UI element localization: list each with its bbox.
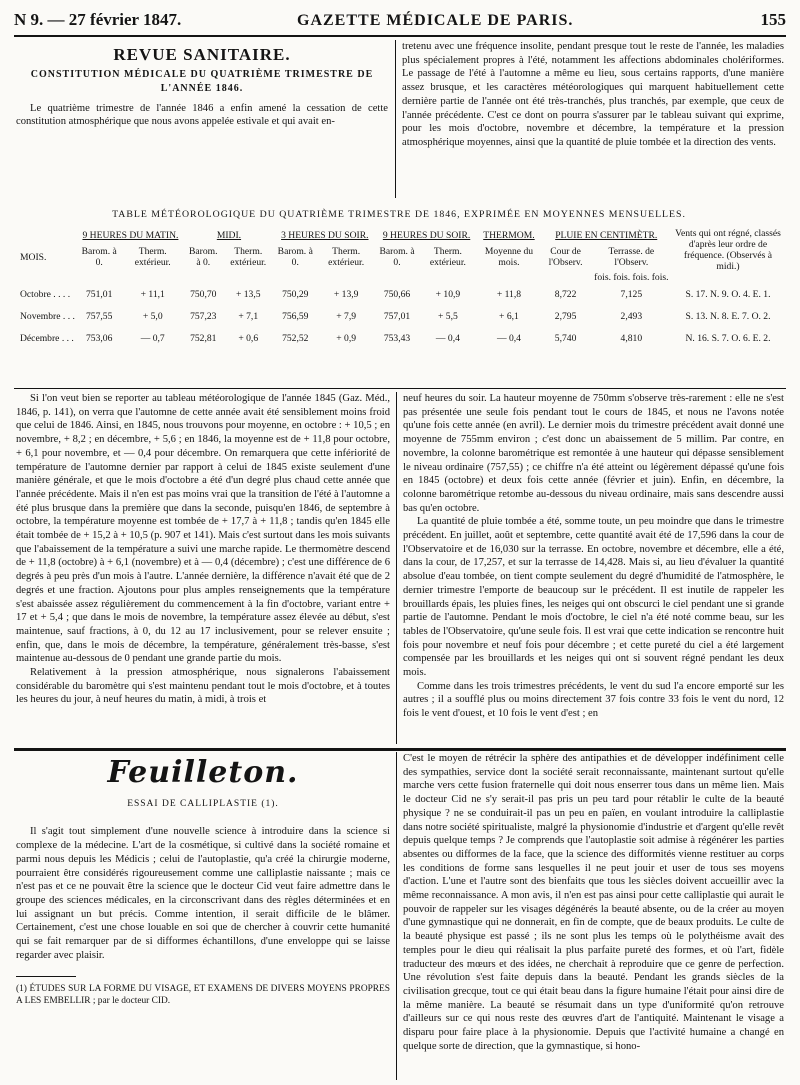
- footnote-rule: [16, 976, 76, 977]
- col-header: Barom. à 0.: [379, 246, 415, 269]
- table-bottom-rule: [14, 388, 786, 389]
- cell: — 0,7: [140, 332, 165, 344]
- cell: — 0,4: [496, 332, 521, 344]
- meteo-table: [18, 228, 784, 349]
- cell: 7,125: [620, 288, 643, 300]
- cell-month: Décembre . . .: [20, 332, 74, 344]
- col-header: Barom. à 0.: [189, 246, 218, 269]
- paragraph: Il s'agit tout simplement d'une nouvelle science à introduire dans la science si complexe de la médecine. L'art de la cosmétique, si cultivé dans la société romaine et parmi nous depuis les Médicis ; celui de l'autoplastie, qu'a créé la chirurgie moderne, pourraient être considérés rigoureusement comme une calliplastie naissante ; mais ce n'est pas et ce ne pouvait être la science que le docteur Cid veut faire admettre dans le groupe des sciences médicales, en la circonscrivant dans des règles déterminées et en lui assignant un but précis. Comme intention, il serait difficile de le blâmer. Certainement, c'est une chose louable en soi que de chercher à couvrir cette humanité qui se fait remarquer par de si difformes échantillons, d'une enveloppe qui se laisse regarder avec plaisir.: [16, 826, 390, 961]
- table-col-row: [18, 243, 784, 272]
- cell: + 7,1: [238, 310, 259, 322]
- cell: 8,722: [554, 288, 577, 300]
- issue-date: N 9. — 27 février 1847.: [14, 10, 182, 29]
- cell: + 5,0: [142, 310, 163, 322]
- cell: 2,493: [620, 310, 643, 322]
- group-header: THERMOM.: [483, 229, 535, 241]
- cell: 4,810: [620, 332, 643, 344]
- paragraph: La quantité de pluie tombée a été, somme toute, un peu moindre que dans le trimestre précédent. En juillet, août et septembre, cette quantité avait été de 17,596 dans la cour de l'Observatoire et de 16,030 sur la terrasse. En octobre, novembre et décembre, elle a été, dans la cour, de 17,257, et sur la terrasse de 14,428. Mais si, au lieu d'évaluer la quantité absolue d'eau tombée, on tient compte seulement du degré d'humidité de l'atmosphère, le dernier trimestre l'emporte de beaucoup sur le précédent. Il est inutile de rappeler les brouillards épais, les pluies fines, les neiges qui ont obscurci le ciel pendant une si grande partie de l'automne. Pendant le mois d'octobre, le ciel n'a été noté comme beau, sur les tables de l'Observatoire, qu'une seule fois. Il est vrai que cette indication se rencontre huit fois pour novembre et neuf fois pour décembre ; et cette pureté du ciel a été largement compensée par les brouillards et les neiges qui ont si souvent régné pendant les deux mois.: [403, 516, 784, 679]
- group-header: MIDI.: [216, 229, 242, 241]
- table-group-row: [18, 228, 784, 243]
- col-header: Cour de l'Observ.: [548, 246, 583, 269]
- journal-title: GAZETTE MÉDICALE DE PARIS.: [297, 12, 574, 29]
- paragraph: Comme dans les trois trimestres précédents, le vent du sud l'a encore emporté sur les autres ; il a soufflé plus ou moins directement 37 fois contre 33 fois le vent du nord, 12 fois le vent d'ouest, et 10 fois le vent d'est ; en: [403, 680, 784, 720]
- cell: 753,43: [383, 332, 411, 344]
- cell: + 6,1: [499, 310, 519, 322]
- paragraph: C'est le moyen de rétrécir la sphère des antipathies et de développer indéfiniment celle des sympathies, service dont la société serait reconnaissante, maintenant surtout qu'elle marche vers cette fusion fraternelle qui doit nous enserrer tous dans un même lien. Mais le docteur Cid ne s'y serait-il pas pris un peu tard pour rétablir le culte de la beauté physique ? ne se conduirait-il pas un peu en païen, en voulant introduire la calliplastie dans notre société spiritualiste, malgré la physionomie d'industrie et d'argent qu'elle revêt depuis quelque temps ? Je comprends que l'autoplastie soit admise à régénérer les parties absentes ou difformes de la face, que la science des difformités vienne restituer au corps les conditions de forme sans lesquelles il ne peut jouir et user de tous ses moyens d'action. L'une et l'autre sont des bienfaits que tous les siècles doivent accueillir avec la même reconnaissance. A mon avis, il n'en est pas ainsi pour cette calliplastie qui aurait le pouvoir de rappeler sur les visages dégénérés la beauté absente, ou de la créer au moyen d'une gymnastique qui ne donnerait, en fin de compte, que de beaux produits. Le culte de la beauté physique est passé ; ils ne sont plus les temps où le polythéisme avait des temples pour le dieu qui réalisait la plus parfaite pureté des formes, et où l'art, fidèle traducteur des mœurs et des idées, ne cherchait à reproduire que ce genre de perfection. Une révolution s'est faite depuis dans la beauté. Pendant les grands siècles de la civilisation grecque, tout ce qui était beau dans la figure humaine l'était pour ainsi dire de la même manière. La beauté se résumait dans un type d'uniformité qu'on retrouve d'ailleurs sur ce qui nous reste des œuvres d'art de l'antiquité. Maintenant le visage a disparu pour faire place à la physionomie. Depuis que l'activité humaine a changé en quelque sorte de direction, que la gymnastique, si hono-: [403, 753, 784, 1052]
- cell: 5,740: [554, 332, 577, 344]
- header-rule: [14, 35, 786, 37]
- section-title: REVUE SANITAIRE.: [113, 45, 291, 64]
- cell: + 13,5: [235, 288, 261, 300]
- paragraph: neuf heures du soir. La hauteur moyenne de 750mm s'observe très-rarement : elle ne s'est pas présentée une seule fois pendant tout le cours de 1845, et nous ne l'avons notée qu'une fois cette année (en avril). Le dernier mois du trimestre précédent avait donné une moyenne de 755mm environ ; c'est donc un abaissement de 5 millim. Par contre, en novembre, la colonne barométrique est remontée à une hauteur qui dépasse sensiblement le niveau ordinaire (757,55) ; ce chiffre n'a été atteint ou légèrement dépassé qu'une fois en 1845 (octobre) et deux fois cette année (février et juin). Enfin, en décembre, la colonne barométrique retombe au-dessous du niveau ordinaire, mais sans descendre aussi bas qu'en octobre.: [403, 393, 784, 514]
- cell-month: Novembre . . .: [20, 310, 75, 322]
- cell: 757,23: [190, 310, 217, 322]
- cell: 750,70: [190, 288, 217, 300]
- col-header: Moyenne du mois.: [484, 246, 534, 269]
- feuilleton-left-column: [16, 752, 390, 1080]
- table-caption: TABLE MÉTÉOROLOGIQUE DU QUATRIÈME TRIMESTRE DE 1846, EXPRIMÉE EN MOYENNES MENSUELLES.: [112, 209, 686, 220]
- commentary-right-column: [403, 392, 784, 744]
- revue-sanitaire-column: [16, 40, 388, 200]
- cell: 757,55: [85, 310, 113, 322]
- paragraph: tretenu avec une fréquence insolite, pendant presque tout le reste de l'année, les maladies plus spécialement propres à l'été, notamment les affections abdominales cholériformes. Le passage de l'été à l'automne a même eu lieu, sous certains rapports, d'une manière assez brusque, et les caractères météorologiques qui marquent habituellement cette dernière partie de l'année ont été très-tranchés, plus tranchés, par exemple, que ceux de l'année précédente. C'est ce dont on pourra s'assurer par le tableau suivant qui exprime, pour les mois d'octobre, novembre et décembre, la température et la pression atmosphérique moyennes, ainsi que la quantité de pluie tombée et la direction des vents.: [402, 41, 784, 148]
- section-subtitle: CONSTITUTION MÉDICALE DU QUATRIÈME TRIMESTRE DE L'ANNÉE 1846.: [30, 68, 374, 94]
- table-row: [18, 283, 784, 305]
- cell: + 10,9: [435, 288, 461, 300]
- col-header: Therm. extérieur.: [328, 246, 365, 269]
- cell: 757,01: [383, 310, 411, 322]
- col-header: Barom. à 0.: [277, 246, 313, 269]
- cell: + 0,9: [336, 332, 357, 344]
- feuilleton-title: Feuilleton.: [107, 755, 299, 790]
- cell: 756,59: [282, 310, 309, 322]
- col-header: Therm. extérieur.: [230, 246, 267, 269]
- cell: 750,66: [383, 288, 411, 300]
- cell: 753,06: [85, 332, 113, 344]
- cell: S. 17. N. 9. O. 4. E. 1.: [685, 288, 771, 300]
- cell: 752,52: [282, 332, 309, 344]
- cell: + 11,1: [140, 288, 165, 300]
- group-header: PLUIE EN CENTIMÈTR.: [555, 229, 658, 241]
- cell: + 11,8: [496, 288, 522, 300]
- group-header: 9 HEURES DU MATIN.: [82, 229, 179, 241]
- essai-heading: ESSAI DE CALLIPLASTIE (1).: [127, 798, 279, 809]
- col-header: fois. fois. fois. fois.: [594, 272, 669, 283]
- paragraph: Relativement à la pression atmosphérique, nous signalerons l'abaissement considérable du baromètre qui s'est maintenu pendant tout le mois d'octobre, et à toutes les heures du jour, à neuf heures du matin, à midi, à trois et: [16, 667, 390, 706]
- intro-right-column: [402, 40, 784, 200]
- column-divider: [395, 40, 396, 198]
- cell-month: Octobre . . . .: [20, 288, 71, 300]
- cell: + 7,9: [336, 310, 357, 322]
- table-row: [18, 305, 784, 327]
- feuilleton-right-column: [403, 752, 784, 1080]
- column-divider: [396, 752, 397, 1080]
- cell: + 13,9: [333, 288, 359, 300]
- cell: 750,29: [282, 288, 309, 300]
- cell: + 5,5: [438, 310, 458, 322]
- footnote: (1) ÉTUDES SUR LA FORME DU VISAGE, ET EXAMENS DE DIVERS MOYENS PROPRES A LES EMBELLIR ; par le docteur CID.: [16, 984, 390, 1007]
- page-header: [14, 10, 786, 32]
- col-header: Terrasse. de l'Observ.: [608, 246, 655, 269]
- col-header: Therm. extérieur.: [429, 246, 466, 269]
- group-header: 3 HEURES DU SOIR.: [281, 229, 369, 241]
- col-header: MOIS.: [20, 251, 47, 263]
- cell: + 0,6: [238, 332, 259, 344]
- cell: N. 16. S. 7. O. 6. E. 2.: [685, 332, 771, 344]
- col-header: Barom. à 0.: [81, 246, 117, 269]
- page-number: 155: [760, 10, 786, 29]
- cell: 2,795: [554, 310, 577, 322]
- cell: S. 13. N. 8. E. 7. O. 2.: [685, 310, 771, 322]
- commentary-left-column: [16, 392, 390, 744]
- cell: 752,81: [190, 332, 217, 344]
- group-header: Vents qui ont régné, classés d'après leur ordre de fréquence. (Observés à midi.): [675, 228, 781, 272]
- cell: 751,01: [85, 288, 113, 300]
- paragraph: Si l'on veut bien se reporter au tableau météorologique de l'année 1845 (Gaz. Méd., 1846, p. 141), on verra que l'automne de cette année avait été sensiblement moins froid que celui de 1846. Ainsi, en 1845, nous trouvons pour moyenne, en octobre : + 10,5 ; en novembre, + 8,2 ; en décembre, + 5,6 ; en 1846, la moyenne est de + 11,8 pour octobre, + 6,1 pour novembre, et — 0,4 pour décembre. On remarquera que cette infériorité de température de l'automne dernier par rapport à celui de 1845 existe seulement d'une manière générale, et que le mois d'octobre a été d'un degré plus chaud cette année que l'année précédente. Mais il n'en est pas moins vrai que la transition de l'été à l'automne a été plus brusque dans la première que dans la seconde, puisqu'en 1846, de septembre à octobre, la température moyenne est tombée de + 17,7 à + 11,8 ; tandis qu'en 1845 elle était tombée de + 15,2 à + 10,5 (p. 907 et 141). Mais c'est surtout dans les mois suivants que l'abaissement de la température a suivi une marche rapide. Le thermomètre descend de + 11,8 (octobre) à + 6,1 (novembre) et à — 0,4 (décembre) ; c'est une différence de 6 degrés à peu près d'un mois à l'autre. L'année dernière, la différence n'avait été que de 2 degrés et une fraction. Ajoutons pour plus amples renseignements que la température s'est abaissée assez régulièrement du commencement à la fin d'octobre, variant entre + 17 et + 5,4 ; que dans le mois de novembre, la température assez élevée au début, s'est maintenue, sauf fractions, à 0, du 12 au 17 inclusivement, pour se relever ensuite ; enfin, que, dans le mois de décembre, la température, généralement très-basse, s'est maintenue au-dessous de 0 pendant une grande partie du mois.: [16, 393, 390, 665]
- col-header: Therm. extérieur.: [134, 246, 171, 269]
- table-row: [18, 327, 784, 349]
- cell: — 0,4: [435, 332, 460, 344]
- column-divider: [396, 392, 397, 744]
- group-header: 9 HEURES DU SOIR.: [382, 229, 471, 241]
- feuilleton-rule: [14, 748, 786, 751]
- paragraph: Le quatrième trimestre de l'année 1846 a enfin amené la cessation de cette constitution atmosphérique que nous avons appelée estivale et qui avait en-: [16, 102, 388, 128]
